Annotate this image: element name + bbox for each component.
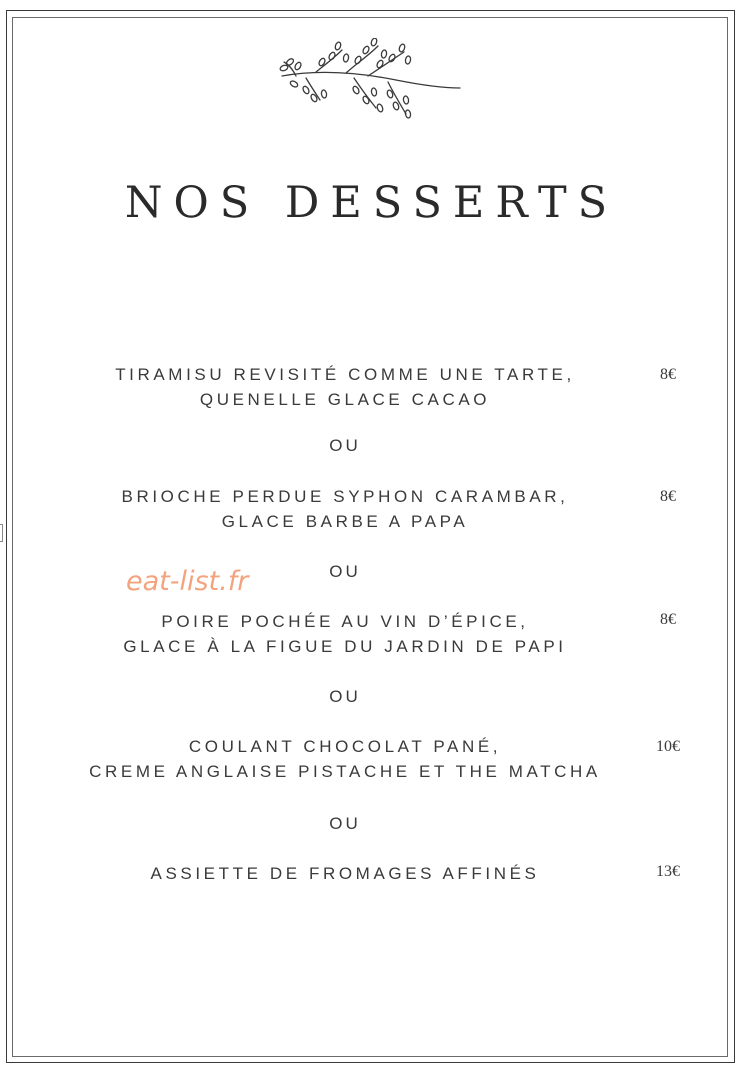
- menu-inner-border: [12, 17, 728, 1057]
- menu-separator: OU: [329, 687, 361, 706]
- menu-item: [40, 734, 650, 784]
- menu-item-name: POIRE POCHÉE AU VIN D’ÉPICE,: [161, 612, 529, 631]
- menu-item-name: TIRAMISU REVISITÉ COMME UNE TARTE,: [115, 365, 575, 384]
- menu-separator: OU: [329, 436, 361, 455]
- menu-item-description: CREME ANGLAISE PISTACHE ET THE MATCHA: [89, 762, 601, 781]
- menu-separator: OU: [329, 814, 361, 833]
- menu-item: [40, 609, 650, 659]
- watermark: eat-list.fr: [126, 566, 249, 597]
- menu-item-description: GLACE À LA FIGUE DU JARDIN DE PAPI: [123, 637, 567, 656]
- menu-item-name: BRIOCHE PERDUE SYPHON CARAMBAR,: [121, 487, 569, 506]
- menu-item-description: QUENELLE GLACE CACAO: [199, 390, 491, 409]
- menu-item-price: 13€: [656, 863, 680, 880]
- menu-item: [40, 861, 650, 886]
- menu-item: [40, 362, 650, 412]
- menu-separator: OU: [329, 562, 361, 581]
- menu-item-name: COULANT CHOCOLAT PANÉ,: [188, 737, 502, 756]
- menu-item-price: 8€: [660, 488, 676, 505]
- menu-title: NOS DESSERTS: [124, 178, 619, 228]
- menu-item-name: ASSIETTE DE FROMAGES AFFINÉS: [150, 864, 540, 883]
- olive-branch-icon: [276, 38, 464, 120]
- menu-item: [40, 484, 650, 534]
- menu-item-price: 8€: [660, 366, 676, 383]
- menu-item-description: GLACE BARBE A PAPA: [221, 512, 469, 531]
- page-edge-mark: [0, 524, 3, 542]
- menu-item-price: 10€: [656, 738, 680, 755]
- menu-item-price: 8€: [660, 611, 676, 628]
